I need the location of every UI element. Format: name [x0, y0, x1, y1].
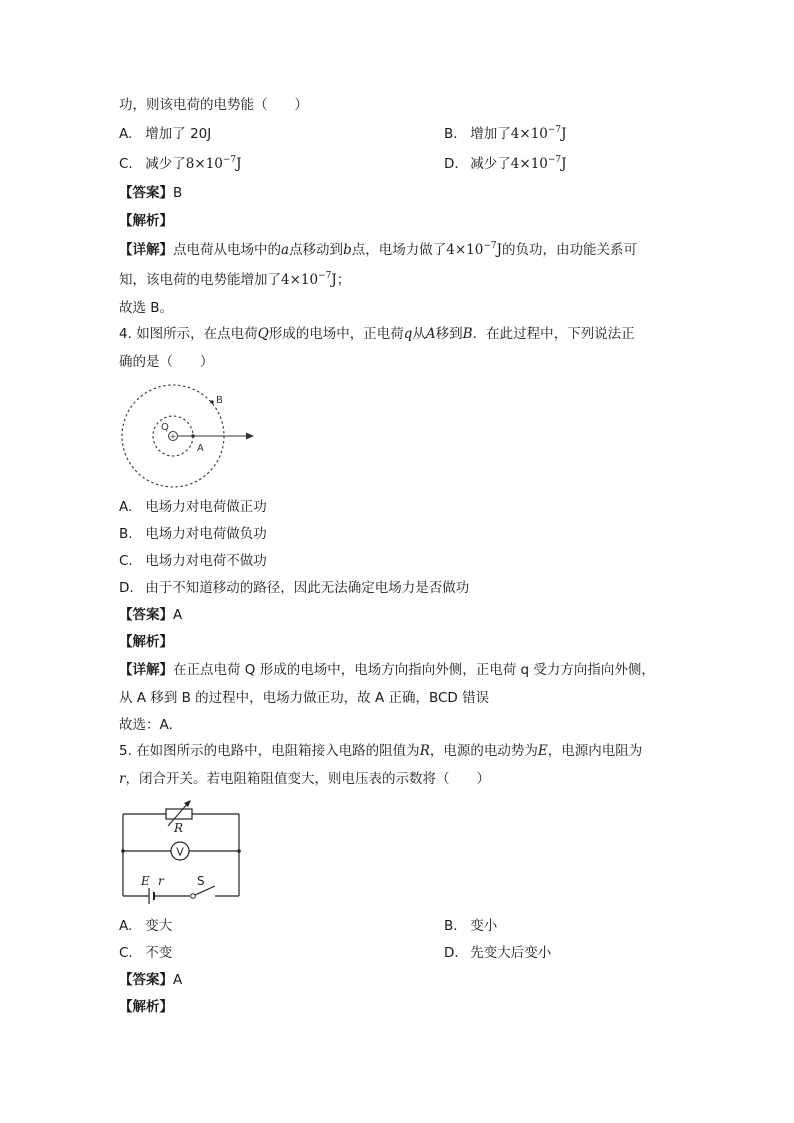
sci-unit: J — [236, 156, 242, 172]
sci-times: ×10 — [194, 156, 223, 172]
q3-option-b[interactable] — [444, 124, 567, 144]
sci-times: ×10 — [519, 126, 548, 142]
option-label: B. — [444, 126, 458, 142]
conclusion-text: 故选 B。 — [119, 300, 174, 316]
q4-answer — [119, 605, 182, 625]
q5-stem-line-1 — [119, 741, 642, 761]
q4-field-figure — [118, 378, 268, 494]
q4-option-c[interactable] — [119, 551, 267, 571]
sci-coef: 4 — [510, 156, 520, 172]
detail-tag: 【详解】 — [119, 662, 173, 678]
sci-coef: 4 — [510, 126, 520, 142]
detail-text: 点，电场力做了 — [351, 242, 447, 258]
option-label: A. — [119, 126, 133, 142]
detail-text: 点电荷从电场中的 — [173, 242, 281, 258]
label-q: Q — [161, 422, 169, 433]
label-r-internal: r — [158, 874, 164, 888]
answer-tag: 【答案】 — [119, 185, 173, 201]
q5-option-a[interactable] — [119, 916, 172, 936]
label-s: S — [197, 874, 205, 888]
q4-analysis-tag — [119, 632, 173, 652]
q3-stem-text: 功，则该电荷的电势能（ ） — [119, 97, 308, 113]
stem-text: 如图所示，在点电荷 — [136, 326, 258, 342]
q5-stem-line-2 — [119, 769, 490, 789]
answer-tag: 【答案】 — [119, 607, 173, 623]
q4-detail-line-2 — [119, 688, 489, 708]
stem-text: 移到 — [435, 326, 463, 342]
sci-exp: −7 — [222, 155, 237, 165]
detail-text: 知，该电荷的电势能增加了 — [119, 272, 281, 288]
sci-unit: J — [561, 156, 567, 172]
switch-contact — [191, 894, 196, 899]
sci-times: ×10 — [519, 156, 548, 172]
var-E: E — [537, 743, 548, 759]
stem-text: ．在此过程中，下列说法正 — [472, 326, 635, 342]
q5-circuit-figure — [118, 798, 246, 904]
option-text: 增加了 20J — [145, 126, 212, 142]
answer-tag: 【答案】 — [119, 972, 173, 988]
stem-text: ，电源内电阻为 — [547, 743, 643, 759]
sci-unit: J — [331, 272, 337, 288]
q4-stem-line-2 — [119, 352, 214, 372]
option-text: 电场力对电荷做负功 — [145, 526, 267, 542]
sci-exp: −7 — [483, 241, 497, 251]
detail-text: 的负功，由功能关系可 — [502, 242, 638, 258]
sci-exp: −7 — [547, 155, 562, 165]
q3-detail-line-2 — [119, 270, 350, 290]
stem-text: 形成的电场中，正电荷 — [268, 326, 404, 342]
answer-value: A — [173, 972, 183, 988]
label-b: B — [216, 395, 223, 406]
q3-analysis-tag — [119, 211, 173, 231]
option-label: C. — [119, 553, 133, 569]
option-label: C. — [119, 945, 133, 961]
q3-option-d[interactable] — [444, 154, 567, 174]
q3-option-c[interactable] — [119, 154, 242, 174]
option-text: 变小 — [470, 918, 498, 934]
var-b: b — [343, 242, 352, 258]
sci-exp: −7 — [547, 125, 562, 135]
sci-unit: J — [496, 242, 503, 258]
sci-times: ×10 — [454, 242, 484, 258]
junction-dot — [237, 849, 241, 853]
stem-text: 在如图所示的电路中，电阻箱接入电路的阻值为 — [136, 743, 420, 759]
q3-detail-line-1 — [119, 240, 637, 260]
option-label: A. — [119, 918, 133, 934]
option-label: C. — [119, 156, 133, 172]
q3-option-a[interactable] — [119, 124, 211, 144]
sci-coef: 8 — [185, 156, 195, 172]
option-text: 电场力对电荷做正功 — [145, 499, 267, 515]
option-text: 由于不知道移动的路径，因此无法确定电场力是否做功 — [145, 580, 470, 596]
answer-value: A — [173, 607, 183, 623]
option-label: B. — [119, 526, 133, 542]
option-text: 减少了 — [145, 156, 186, 172]
q4-option-d[interactable] — [119, 578, 469, 598]
option-text: 减少了 — [470, 156, 511, 172]
q3-stem — [119, 95, 308, 115]
option-label: D. — [444, 156, 459, 172]
q4-option-b[interactable] — [119, 524, 267, 544]
detail-text: ； — [336, 272, 351, 288]
q4-conclusion — [119, 715, 173, 735]
point-a-dot — [191, 434, 195, 438]
sci-times: ×10 — [289, 272, 319, 288]
junction-dot — [121, 849, 125, 853]
question-number: 4. — [119, 326, 132, 342]
stem-text: 从 — [412, 326, 426, 342]
var-q: q — [403, 326, 413, 342]
q5-option-d[interactable] — [444, 943, 551, 963]
option-label: B. — [444, 918, 458, 934]
option-text: 不变 — [145, 945, 173, 961]
var-R: R — [419, 743, 430, 759]
option-label: A. — [119, 499, 133, 515]
stem-text: 确的是（ ） — [119, 354, 214, 370]
var-r: r — [119, 771, 126, 787]
var-Q: Q — [257, 326, 269, 342]
label-r-box: R — [174, 821, 184, 835]
var-a: a — [281, 242, 290, 258]
sci-exp: −7 — [318, 271, 332, 281]
stem-text: ，闭合开关。若电阻箱阻值变大，则电压表的示数将（ ） — [125, 771, 490, 787]
q5-analysis-tag — [119, 997, 173, 1017]
detail-tag: 【详解】 — [119, 242, 173, 258]
sci-coef: 4 — [446, 242, 455, 258]
option-text: 电场力对电荷不做功 — [145, 553, 267, 569]
option-text: 变大 — [145, 918, 173, 934]
label-a: A — [197, 443, 204, 454]
q3-answer — [119, 183, 182, 203]
var-B: B — [462, 326, 473, 342]
stem-text: ，电源的电动势为 — [429, 743, 538, 759]
q4-stem-line-1 — [119, 324, 635, 344]
option-text: 先变大后变小 — [470, 945, 552, 961]
label-e: E — [141, 874, 150, 888]
sci-coef: 4 — [281, 272, 290, 288]
q3-conclusion — [119, 298, 173, 318]
analysis-tag: 【解析】 — [119, 999, 173, 1015]
detail-text: 在正点电荷 Q 形成的电场中，电场方向指向外侧，正电荷 q 受力方向指向外侧， — [173, 662, 655, 678]
analysis-tag: 【解析】 — [119, 634, 173, 650]
arrow-head-icon — [246, 433, 254, 440]
answer-value: B — [173, 185, 183, 201]
sci-unit: J — [561, 126, 567, 142]
charge-plus-label: + — [169, 432, 177, 441]
point-b-dot — [210, 400, 214, 404]
analysis-tag: 【解析】 — [119, 213, 173, 229]
q5-answer — [119, 970, 182, 990]
q4-option-a[interactable] — [119, 497, 267, 517]
detail-text: 从 A 移到 B 的过程中，电场力做正功，故 A 正确，BCD 错误 — [119, 690, 490, 706]
question-number: 5. — [119, 743, 132, 759]
q5-option-c[interactable] — [119, 943, 172, 963]
var-A: A — [425, 326, 436, 342]
option-text: 增加了 — [470, 126, 511, 142]
option-label: D. — [444, 945, 459, 961]
conclusion-text: 故选：A. — [119, 717, 173, 733]
label-v: V — [176, 845, 184, 859]
q4-detail-line-1 — [119, 660, 655, 680]
detail-text: 点移动到 — [289, 242, 344, 258]
option-label: D. — [119, 580, 134, 596]
q5-option-b[interactable] — [444, 916, 497, 936]
